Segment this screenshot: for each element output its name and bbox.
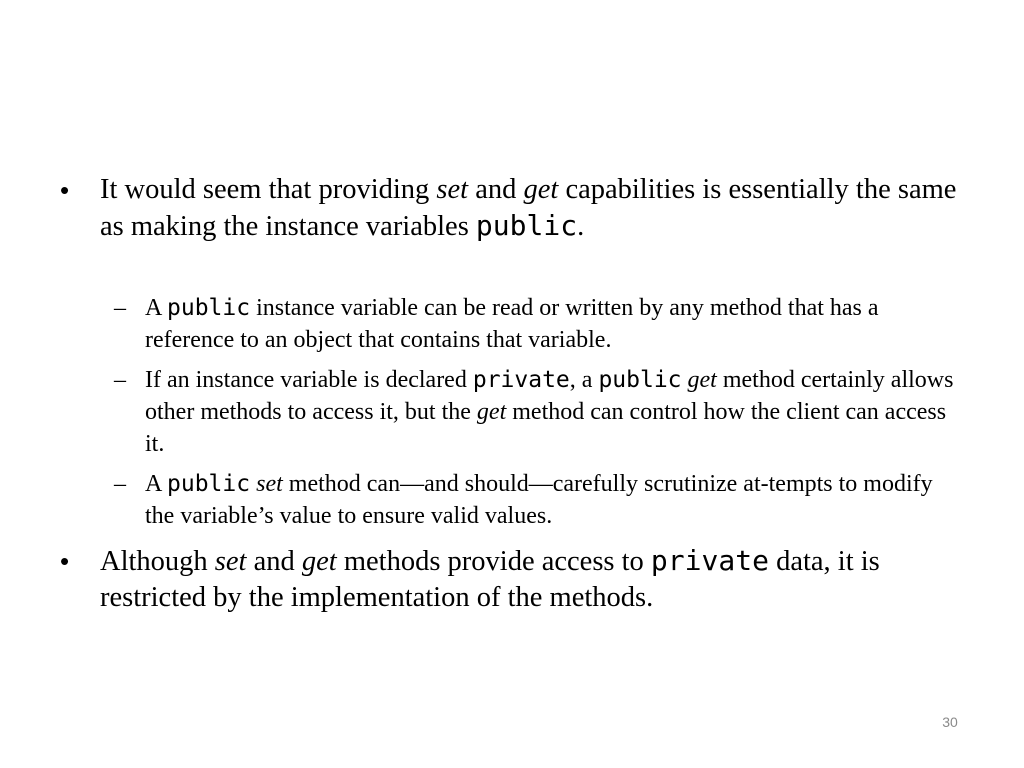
text-run: and: [246, 546, 302, 577]
dash-marker: –: [114, 295, 126, 321]
bullet-item-1: [60, 172, 960, 245]
text-run: .: [577, 211, 585, 242]
sub-bullet-item-3: [114, 468, 954, 532]
code-keyword: private: [472, 367, 570, 393]
code-keyword: public: [167, 471, 251, 497]
code-keyword: public: [167, 295, 251, 321]
code-keyword: private: [650, 544, 769, 577]
text-run: A: [145, 295, 168, 321]
text-run: If an instance variable is declared: [145, 367, 473, 393]
dash-marker: –: [114, 367, 126, 393]
text-run: and: [468, 174, 524, 205]
sub-bullet-text: [145, 364, 954, 460]
page-number: 30: [942, 714, 958, 730]
keyword-italic: set: [214, 546, 247, 577]
sub-bullet-text: [145, 468, 954, 532]
text-run: capabilities is essentially the same as making the instance variables: [100, 174, 957, 242]
bullet-marker: •: [60, 546, 70, 576]
keyword-italic: set: [256, 471, 283, 497]
bullet-marker: •: [60, 175, 70, 205]
text-run: method can—and should—carefully scrutinize at-tempts to modify the variable’s value to ensure valid values.: [145, 471, 933, 529]
code-keyword: public: [475, 209, 578, 242]
bullet-item-2: [60, 543, 960, 616]
keyword-italic: get: [476, 399, 507, 425]
code-keyword: public: [598, 367, 682, 393]
keyword-italic: get: [301, 546, 337, 577]
keyword-italic: get: [523, 174, 559, 205]
text-run: , a: [569, 367, 599, 393]
text-run: Although: [100, 546, 215, 577]
sub-bullet-item-2: [114, 364, 954, 460]
sub-bullet-text: [145, 292, 954, 356]
text-run: method can control how the client can access it.: [145, 399, 947, 457]
text-run: data, it is restricted by the implementation of the methods.: [100, 546, 880, 613]
text-run: A: [145, 471, 168, 497]
sub-bullet-item-1: [114, 292, 954, 356]
bullet-text: [100, 543, 960, 616]
bullet-text: [100, 172, 960, 245]
text-run: method certainly allows other methods to access it, but the: [145, 367, 954, 425]
keyword-italic: set: [436, 174, 469, 205]
text-run: It would seem that providing: [100, 174, 437, 205]
text-run: instance variable can be read or written by any method that has a reference to an object that contains that variable.: [145, 295, 879, 353]
text-run: methods provide access to: [336, 546, 651, 577]
keyword-italic: get: [687, 367, 717, 393]
dash-marker: –: [114, 471, 126, 497]
